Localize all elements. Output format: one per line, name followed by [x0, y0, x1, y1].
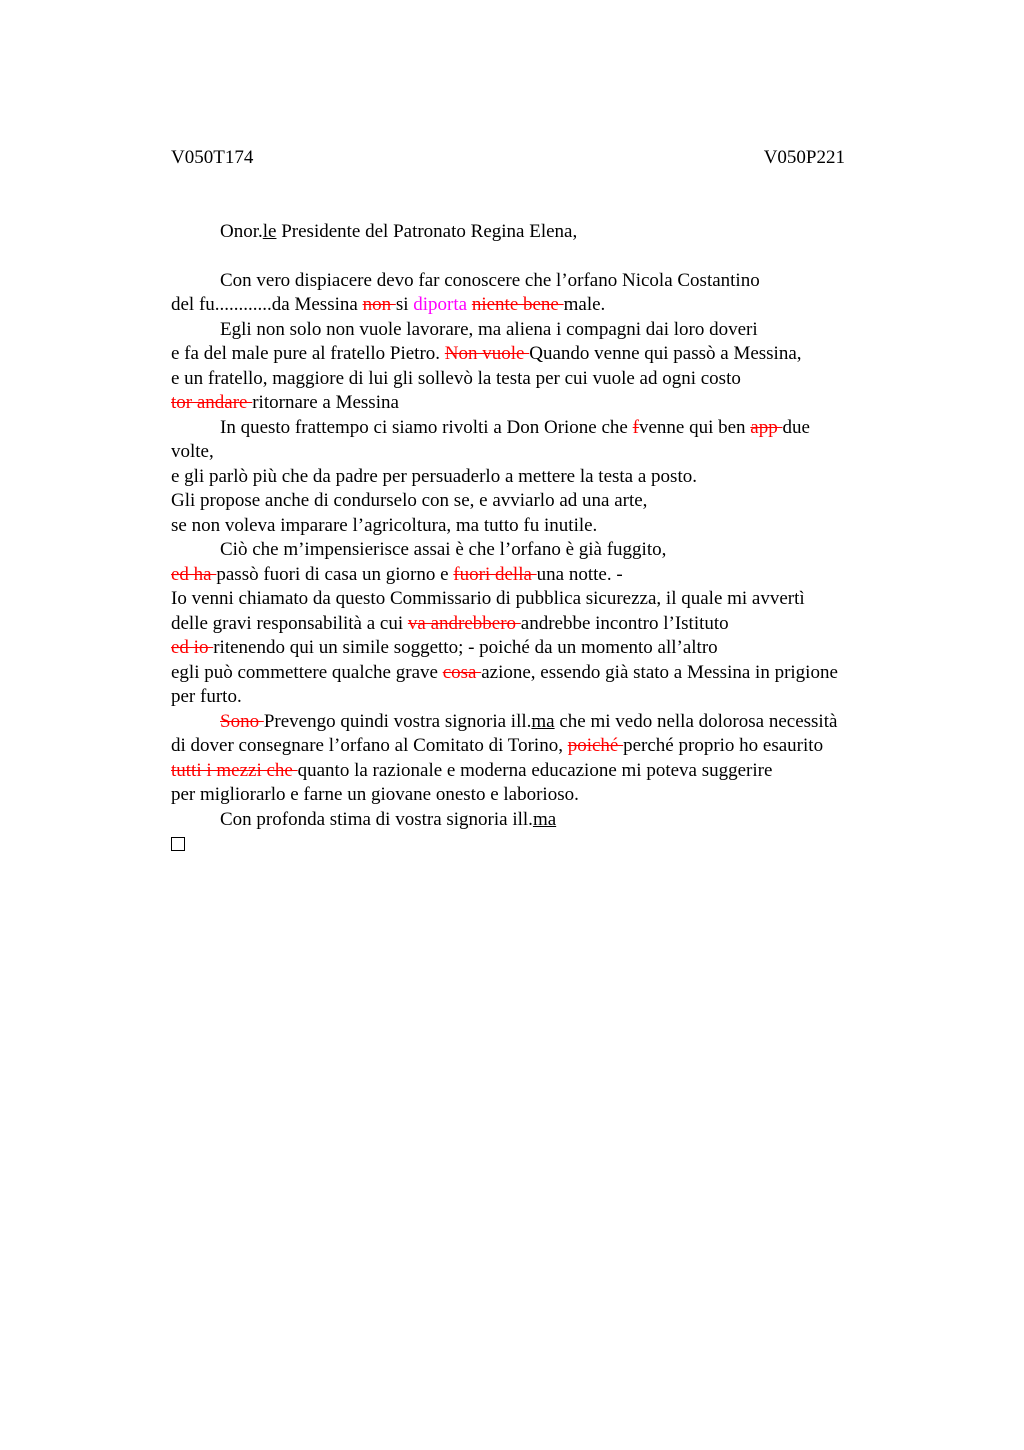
- deleted-text: cosa: [442, 661, 482, 683]
- deleted-text: f: [632, 416, 639, 438]
- text-line: tutti i mezzi che quanto la razionale e moderna educazione mi poteva suggerire: [171, 759, 773, 781]
- text-line: Sono Prevengo quindi vostra signoria ill.ma che mi vedo nella dolorosa necessità: [220, 710, 838, 732]
- text-line: e un fratello, maggiore di lui gli sollevò la testa per cui vuole ad ogni costo: [171, 367, 741, 389]
- closing-line: Con profonda stima di vostra signoria ill.ma: [220, 808, 557, 830]
- text-line: Ciò che m’impensierisce assai è che l’orfano è già fuggito,: [220, 539, 667, 560]
- text-line: per furto.: [171, 686, 242, 707]
- text-line: egli può commettere qualche grave cosa azione, essendo già stato a Messina in prigione: [171, 661, 838, 683]
- text-line: e gli parlò più che da padre per persuaderlo a mettere la testa a posto.: [171, 465, 697, 487]
- text-line: e fa del male pure al fratello Pietro. Non vuole Quando venne qui passò a Messina,: [171, 343, 802, 364]
- checkbox-square-icon: [171, 837, 185, 851]
- text-line: Io venni chiamato da questo Commissario di pubblica sicurezza, il quale mi avvertì: [171, 588, 805, 609]
- deleted-text: niente bene: [471, 294, 564, 315]
- end-marker: [171, 832, 911, 857]
- page-header: [171, 146, 845, 170]
- letter-body: [171, 220, 911, 857]
- deleted-text: Sono: [220, 710, 264, 732]
- deleted-text: fuori della: [453, 563, 537, 585]
- document-code-right: V050P221: [763, 147, 845, 168]
- text-line: volte,: [171, 441, 214, 462]
- deleted-text: va andrebbero: [407, 612, 521, 634]
- inserted-text: diporta: [413, 294, 468, 315]
- text-line: Gli propose anche di condurselo con se, e avviarlo ad una arte,: [171, 490, 648, 511]
- text-line: ed io ritenendo qui un simile soggetto; - poiché da un momento all’altro: [171, 637, 718, 658]
- text-line: Con vero dispiacere devo far conoscere che l’orfano Nicola Costantino: [220, 269, 760, 291]
- paragraph-gap: [171, 245, 911, 269]
- text-line: delle gravi responsabilità a cui va andrebbero andrebbe incontro l’Istituto: [171, 612, 729, 634]
- text-line: In questo frattempo ci siamo rivolti a Don Orione che fvenne qui ben app due: [220, 416, 810, 438]
- text-line: del fu............da Messina non si diporta niente bene male.: [171, 294, 606, 315]
- text-line: tor andare ritornare a Messina: [171, 392, 399, 413]
- text-line: se non voleva imparare l’agricoltura, ma tutto fu inutile.: [171, 514, 598, 536]
- abbrev-superscript: ma: [531, 710, 555, 732]
- deleted-text: ed ha: [171, 563, 217, 585]
- document-code-left: V050T174: [171, 147, 254, 168]
- salutation: [171, 220, 911, 245]
- text-line: per migliorarlo e farne un giovane onesto e laborioso.: [171, 784, 579, 805]
- text-line: ed ha passò fuori di casa un giorno e fuori della una notte. -: [171, 563, 623, 585]
- text-line: Egli non solo non vuole lavorare, ma aliena i compagni dai loro doveri: [220, 318, 758, 340]
- salutation-text: Presidente del Patronato Regina Elena,: [276, 221, 578, 242]
- deleted-text: non: [362, 294, 396, 315]
- deleted-text: app: [750, 416, 783, 438]
- deleted-text: tutti i mezzi che: [171, 759, 298, 781]
- deleted-text: tor andare: [171, 392, 253, 413]
- text-line: di dover consegnare l’orfano al Comitato di Torino, poiché perché proprio ho esaurito: [171, 735, 824, 756]
- deleted-text: Non vuole: [444, 343, 530, 364]
- abbrev-superscript: ma: [532, 808, 557, 830]
- deleted-text: ed io: [171, 637, 214, 658]
- salutation-abbrev: le: [262, 221, 277, 242]
- deleted-text: poiché: [567, 735, 624, 756]
- salutation-title: Onor.: [220, 221, 263, 242]
